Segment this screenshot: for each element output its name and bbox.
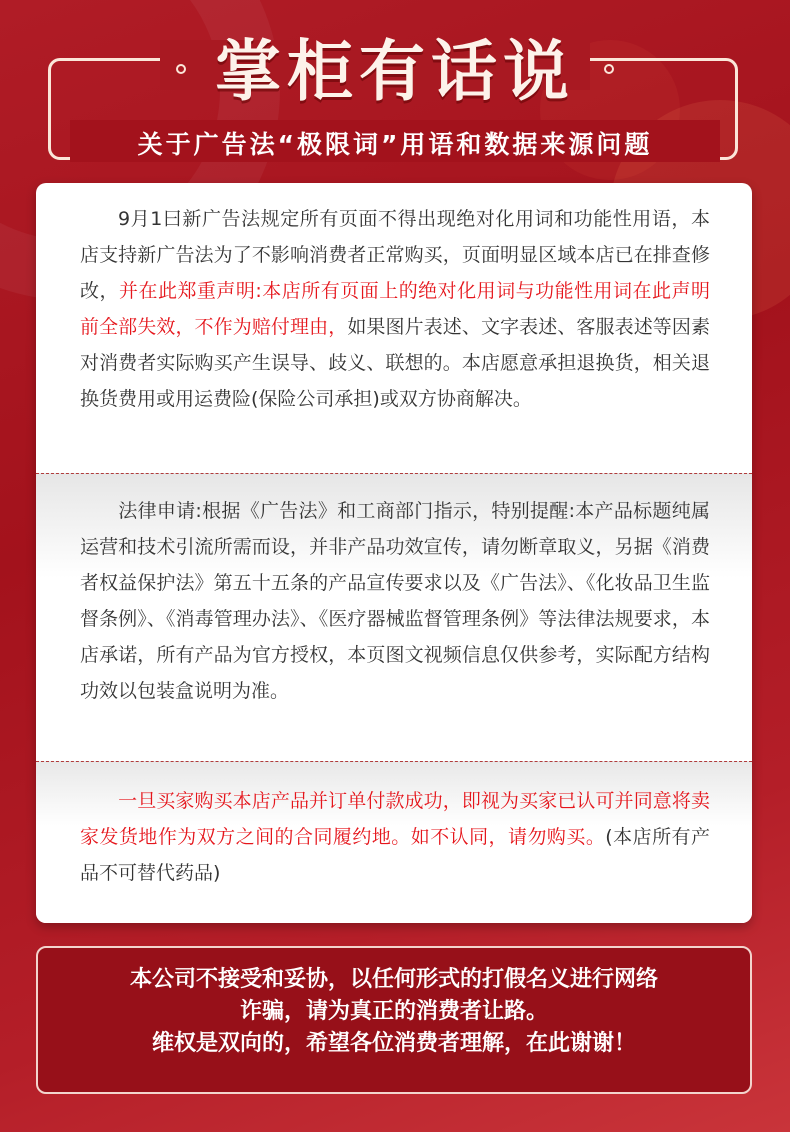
highlighted-statement: 并在此郑重声明:本店所有页面上的绝对化用词与功能性用词在此声明前全部失效，不作为赔付理由， [80, 280, 710, 338]
statement-card [36, 183, 752, 923]
paragraph-text: (本店所有产品不可替代药品) [80, 826, 710, 884]
notice-line-2: 诈骗，请为真正的消费者让路。 [239, 999, 548, 1024]
dashed-divider [36, 473, 752, 474]
disclaimer-paragraph-2 [80, 493, 710, 709]
page-title: 掌柜有话说 [215, 33, 575, 110]
notice-line-3: 维权是双向的，希望各位消费者理解，在此谢谢！ [151, 1031, 636, 1056]
highlighted-statement: 一旦买家购买本店产品并订单付款成功，即视为买家已认可并同意将卖家发货地作为双方之间的合同履约地。如不认同，请勿购买。 [80, 790, 710, 848]
page-subtitle: 关于广告法“极限词”用语和数据来源问题 [137, 130, 653, 159]
paragraph-text: 法律申请:根据《广告法》和工商部门指示，特别提醒:本产品标题纯属运营和技术引流所需而设，并非产品功效宣传，请勿断章取义，另据《消费者权益保护法》第五十五条的产品宣传要求以及《广告法》、《化妆品卫生监督条例》、《消毒管理办法》、《医疗器械监督管理条例》等法律法规要求，本店承诺，所有产品为官方授权，本页图文视频信息仅供参考，实际配方结构功效以包装盒说明为准。 [80, 500, 710, 702]
disclaimer-section-1 [36, 201, 752, 417]
disclaimer-paragraph-1 [80, 201, 710, 417]
disclaimer-paragraph-3 [80, 783, 710, 891]
disclaimer-section-3 [36, 783, 752, 891]
anti-fraud-notice [36, 946, 752, 1094]
paragraph-text: 9月1曰新广告法规定所有页面不得出现绝对化用词和功能性用语，本店支持新广告法为了不影响消费者正常购买，页面明显区域本店已在排查修改， [80, 208, 710, 302]
paragraph-text: 如果图片表述、文字表述、客服表述等因素对消费者实际购买产生误导、歧义、联想的。本店愿意承担退换货，相关退换货费用或用运费险(保险公司承担)或双方协商解决。 [80, 316, 710, 410]
dashed-divider [36, 761, 752, 762]
notice-line-1: 本公司不接受和妥协，以任何形式的打假名义进行网络 [129, 967, 658, 992]
disclaimer-section-2 [36, 493, 752, 709]
